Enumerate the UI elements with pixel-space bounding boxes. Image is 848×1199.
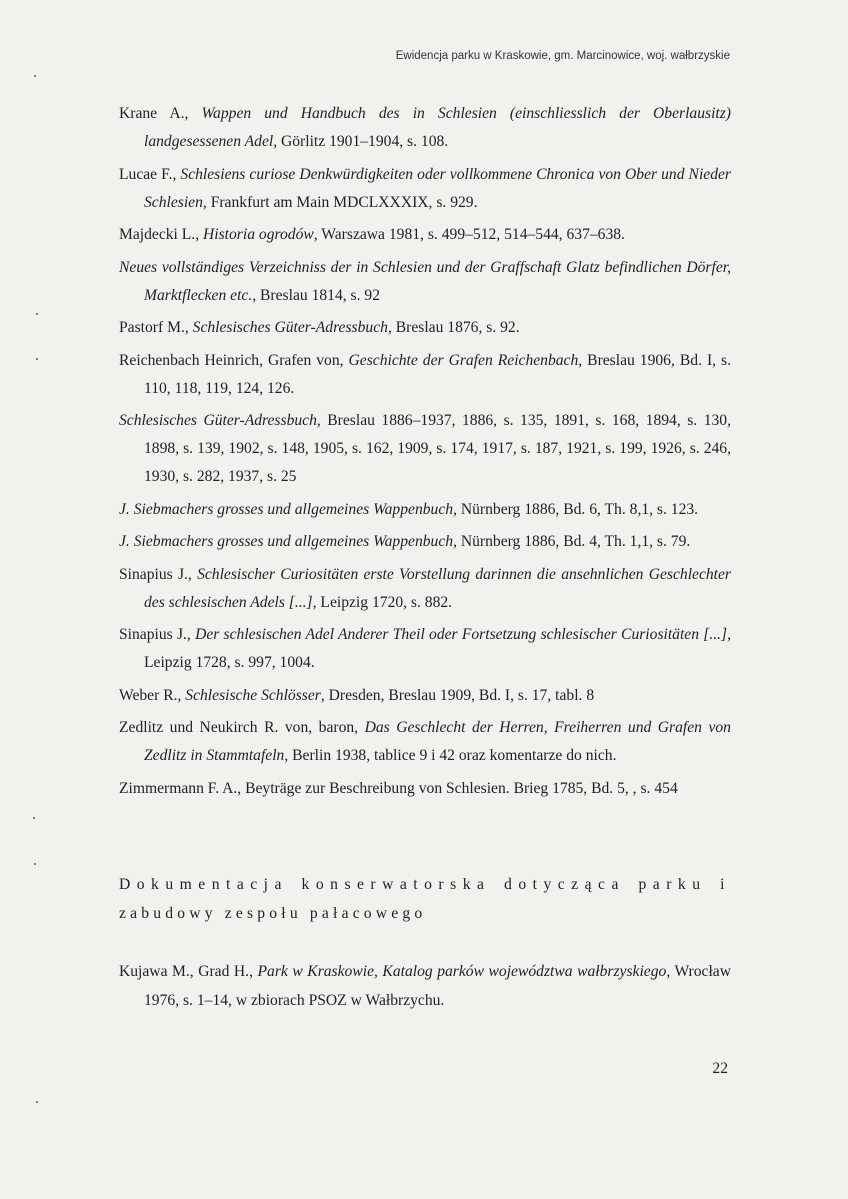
bibliography-entry: J. Siebmachers grosses und allgemeines Wappenbuch, Nürnberg 1886, Bd. 6, Th. 8,1, s. 123. [119,500,699,518]
bibliography-entry: Sinapius J., Schlesischer Curiositäten erste Vorstellung darinnen die ansehnlichen Geschlechter des schlesischen Adels [...], Leipzig 1720, s. 882. [119,565,731,611]
section-heading-word: i [720,876,731,893]
section-heading-word: konserwatorska [301,876,491,893]
scan-speck [36,1101,38,1103]
bibliography-entry: Majdecki L., Historia ogrodów, Warszawa 1981, s. 499–512, 514–544, 637–638. [119,226,625,243]
running-header: Ewidencja parku w Kraskowie, gm. Marcinowice, woj. wałbrzyskie [395,50,730,62]
bibliography-entry: Reichenbach Heinrich, Grafen von, Geschichte der Grafen Reichenbach, Breslau 1906, Bd. I, s. 110, 118, 119, 124, 126. [119,351,732,397]
bibliography-entry: Weber R., Schlesische Schlösser, Dresden, Breslau 1909, Bd. I, s. 17, tabl. 8 [119,686,595,704]
bibliography-entry: Zimmermann F. A., Beyträge zur Beschreibung von Schlesien. Brieg 1785, Bd. 5, , s. 454 [119,779,678,797]
bibliography-entry: Schlesisches Güter-Adressbuch, Breslau 1886–1937, 1886, s. 135, 1891, s. 168, 1894, s. 130, 1898, s. 139, 1902, s. 148, 1905, s. 162, 1909, s. 174, 1917, s. 187, 1921, s. 199, 1926, s. 246, 1930, s. 282, 1937, s. 25 [119,412,731,485]
scan-speck [36,313,38,315]
bibliography-entry: Zedlitz und Neukirch R. von, baron, Das Geschlecht der Herren, Freiherren und Grafen von Zedlitz in Stammtafeln, Berlin 1938, tablice 9 i 42 oraz komentarze do nich. [119,719,731,764]
bibliography-entry: J. Siebmachers grosses und allgemeines Wappenbuch, Nürnberg 1886, Bd. 4, Th. 1,1, s. 79. [119,533,691,550]
page-number: 22 [712,1060,728,1077]
bibliography-entry: Kujawa M., Grad H., Park w Kraskowie, Katalog parków województwa wałbrzyskiego, Wrocław 1976, s. 1–14, w zbiorach PSOZ w Wałbrzychu. [119,963,731,1009]
bibliography-entry: Lucae F., Schlesiens curiose Denkwürdigkeiten oder vollkommene Chronica von Ober und Nieder Schlesien, Frankfurt am Main MDCLXXXIX, s. 929. [119,165,731,211]
section-heading-word: Dokumentacja [119,876,288,893]
bibliography-entry: Neues vollständiges Verzeichniss der in Schlesien und der Graffschaft Glatz befindlichen Dörfer, Marktflecken etc., Breslau 1814, s. 92 [119,258,731,304]
scan-speck [34,75,36,77]
section-heading-word: parku [638,876,707,893]
section-heading [119,870,731,928]
bibliography-list [119,100,731,807]
scan-speck [36,358,38,360]
bibliography-entry: Pastorf M., Schlesisches Güter-Adressbuch, Breslau 1876, s. 92. [119,319,520,336]
bibliography-list-2 [119,957,731,1020]
section-heading-line2: zabudowy zespołu pałacowego [119,905,427,922]
scan-speck [33,817,35,819]
bibliography-entry: Sinapius J., Der schlesischen Adel Anderer Theil oder Fortsetzung schlesischer Curiositäten [...], Leipzig 1728, s. 997, 1004. [119,626,731,671]
scan-speck [34,863,36,865]
bibliography-entry: Krane A., Wappen und Handbuch des in Schlesien (einschliesslich der Oberlausitz) landgesessenen Adel, Görlitz 1901–1904, s. 108. [119,105,732,150]
section-heading-word: dotycząca [504,876,625,893]
